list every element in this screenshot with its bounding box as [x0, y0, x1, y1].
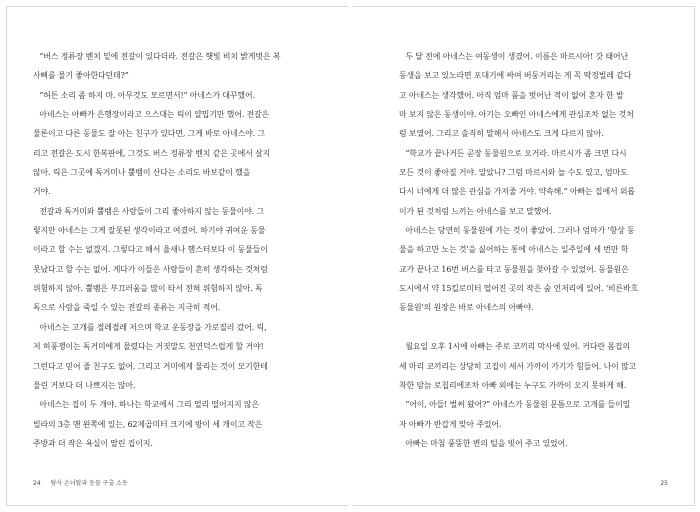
text-line: 렇지만 아네스는 그게 잘못된 생각이라고 여겼어. 하기야 귀여운 동물: [33, 226, 266, 236]
text-line: 저 허풍쟁이는 독거미에게 물렸다는 거짓말도 천연덕스럽게 할 거야!: [33, 342, 264, 352]
right-page-number: 25: [660, 480, 668, 487]
text-line: 동생을 보고 있노라면 포대기에 싸여 버둥거리는 게 꼭 딱정벌레 같다: [399, 71, 632, 81]
left-page-footer: [33, 478, 128, 487]
text-line: 아네스는 아빠가 은행장이라고 으스대는 릭이 얄밉기만 했어. 전갈은: [39, 110, 270, 120]
text-line: 월요일 오후 1시에 아빠는 주로 코끼리 막사에 있어. 커다란 몸집의: [405, 342, 630, 352]
left-page-body: [33, 47, 328, 453]
left-page-number: 24: [33, 480, 41, 487]
text-line: 두 달 전에 아네스는 여동생이 생겼어. 이름은 마르시아! 갓 태어난: [405, 52, 629, 61]
text-line: 위험하지 않아. 뿔뱀은 부끄러움을 많이 타서 전혀 위험하지 않아. 독: [33, 284, 263, 294]
book-gutter: [348, 0, 352, 512]
text-line: 아네스는 당연히 동물원에 가는 것이 좋았어. 그러나 엄마가 '항상 동: [405, 226, 635, 236]
text-line: “학교가 끝나거든 곧장 동물원으로 오거라. 마르시가 좀 크면 다시: [405, 148, 627, 158]
text-line: “버스 정류장 벤치 밑에 전갈이 있다더라. 전갈은 햇빛 비치 밝게벗은 복: [39, 52, 281, 61]
text-line: 아네스는 고개를 절레절레 저으며 학교 운동장을 가로질러 갔어. 릭,: [39, 322, 267, 332]
text-line: 교가 끝나고 16번 버스를 타고 동물원을 찾아갈 수 있었어. 동물원은: [399, 264, 629, 274]
running-title: 탐사 손녀딸과 동물 구출 소동: [50, 480, 128, 487]
text-line: 리고 전갈은 도시 한복판에, 그것도 버스 정류장 벤치 같은 곳에서 살지: [33, 148, 271, 158]
text-line: 않아. 릭은 그곳에 독거미나 뿔뱀이 산다는 소리도 바보같이 했을: [33, 168, 251, 178]
text-line: 독으로 사람을 죽일 수 있는 전갈의 종류는 지극히 적어.: [33, 303, 221, 313]
text-line: 전갈과 독거미와 뿔뱀은 사람들이 그리 좋아하지 않는 동물이야. 그: [39, 206, 265, 216]
text-line: 도시에서 약 15킬로미터 떨어진 곳의 작은 숲 언저리에 있어. '비른바흐: [399, 284, 639, 294]
text-line: 고 아네스는 생각했어. 아직 엄마 품을 벗어난 적이 없어 혼자 한 발: [399, 90, 624, 100]
right-page-footer: [660, 480, 668, 487]
text-line: 물린 거보다 더 나쁘지는 않아.: [33, 380, 136, 390]
right-page-body: [399, 47, 671, 453]
text-line: 럼 보였어. 그리고 솔직히 말해서 아네스도 크게 다르지 않아.: [399, 129, 604, 139]
text-line: 그런다고 믿어 줄 친구도 없어. 그리고 거미에게 물리는 것이 모기한테: [33, 361, 268, 371]
text-line: 아빠는 마침 풍뚱한 변의 털을 빗어 주고 있었어.: [405, 438, 568, 448]
text-line: 아네스는 집이 두 개야. 하나는 학교에서 그리 멀리 떨어지지 않은: [39, 400, 259, 410]
text-line: 이라고 할 수는 없겠지. 그렇다고 해서 율새나 햄스터보다 이 동물들이: [33, 245, 268, 255]
text-line: 못났다고 할 수는 없어. 게다가 이들은 사람들이 흔히 생각하는 것처럼: [33, 264, 268, 274]
right-page: [353, 6, 695, 506]
text-line: “허튼 소리 좀 하지 마. 아무것도 모르면서!” 아네스가 대꾸했어.: [39, 90, 255, 100]
paragraph-gap: [399, 318, 671, 337]
text-line: 물을 하고만 노는 것'을 싫어하는 통에 아네스는 일주일에 세 번만 학: [399, 245, 629, 255]
text-line: 다시 너에게 더 많은 관심을 가져줄 거야. 약속해.” 아빠는 집에서 외롭: [399, 187, 635, 197]
text-line: 주방과 더 작은 욕실이 딸린 집이지.: [33, 438, 153, 448]
text-line: 거야.: [33, 187, 51, 197]
text-line: 마 보지 않은 동생이야. 아기는 오빠인 아네스에게 관심조차 없는 것처: [399, 110, 634, 120]
text-line: 자 아빠가 반갑게 맞아 주었어.: [399, 419, 502, 429]
text-line: 착한 암늙 로칩리에조차 아빠 외에는 누구도 가까이 오지 못하게 해.: [399, 380, 627, 390]
text-line: 빌라의 3층 맨 왼쪽에 있는, 62제곱미터 크기에 방이 세 개이고 작은: [33, 419, 263, 429]
text-line: 세 마리 코끼리는 상당히 고집이 세서 가까이 가기가 힘들어. 나이 많고: [399, 361, 637, 371]
text-line: “어이, 아들! 벌써 왔어?” 아네스가 동물원 문틈으로 고개를 들이밀: [405, 400, 631, 410]
left-page: [6, 6, 348, 506]
text-line: 모든 것이 좋아질 거야. 알았니? 그럼 마르시와 놀 수도 있고, 엄마도: [399, 168, 628, 178]
text-line: 물론이고 다른 동물도 잘 아는 친구가 있다면, 그게 바로 아네스야. 그: [33, 129, 266, 139]
text-line: 이가 된 것처럼 느끼는 아네스를 보고 말했어.: [399, 206, 552, 216]
text-line: 동물원'의 원장은 바로 아네스의 아빠야.: [399, 303, 534, 313]
text-line: 사뼈를 물기 좋아한다던데?”: [33, 71, 129, 81]
